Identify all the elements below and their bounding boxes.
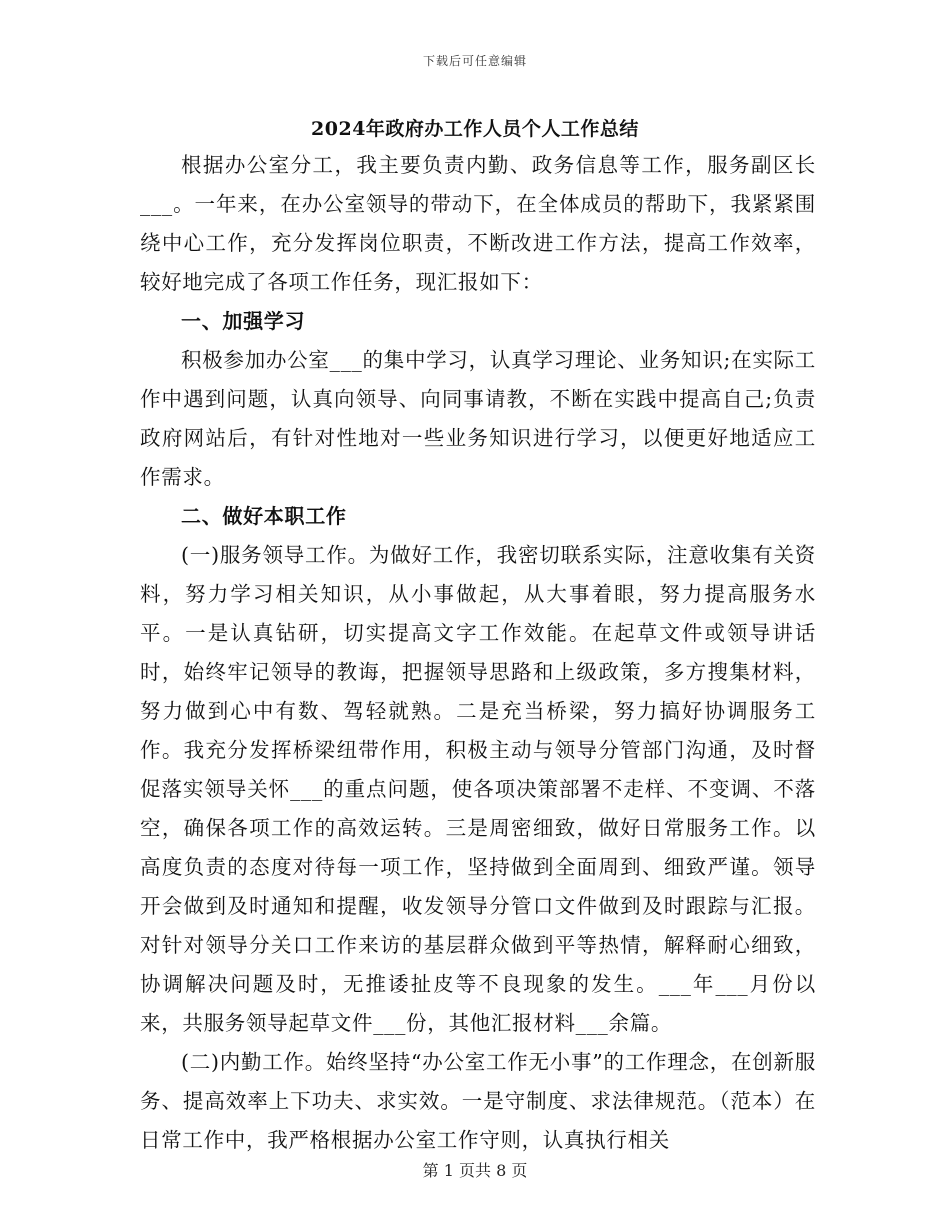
section-heading-duties: 二、做好本职工作 <box>181 504 347 528</box>
paragraph-internal-affairs: (二)内勤工作。始终坚持“办公室工作无小事”的工作理念，在创新服务、提高效率上下功夫、求实效。一是守制度、求法律规范。（范本）在日常工作中，我严格根据办公室工作守则，认真执行相关 <box>140 1050 816 1152</box>
header-note: 下载后可任意编辑 <box>422 54 527 68</box>
paragraph-service-leaders: (一)服务领导工作。为做好工作，我密切联系实际，注意收集有关资料，努力学习相关知识，从小事做起，从大事着眼，努力提高服务水平。一是认真钻研，切实提高文字工作效能。在起草文件或领导讲话时，始终牢记领导的教诲，把握领导思路和上级政策，多方搜集材料，努力做到心中有数、驾轻就熟。二是充当桥梁，努力搞好协调服务工作。我充分发挥桥梁纽带作用，积极主动与领导分管部门沟通，及时督促落实领导关怀___的重点问题，使各项决策部署不走样、不变调、不落空，确保各项工作的高效运转。三是周密细致，做好日常服务工作。以高度负责的态度对待每一项工作，坚持做到全面周到、细致严谨。领导开会做到及时通知和提醒，收发领导分管口文件做到及时跟踪与汇报。对针对领导分关口工作来访的基层群众做到平等热情，解释耐心细致，协调解决问题及时，无推诿扯皮等不良现象的发生。___年___月份以来，共服务领导起草文件___份，其他汇报材料___余篇。 <box>140 543 816 1035</box>
paragraph-study: 积极参加办公室___的集中学习，认真学习理论、业务知识;在实际工作中遇到问题，认真向领导、向同事请教，不断在实践中提高自己;负责政府网站后，有针对性地对一些业务知识进行学习，以便更好地适应工作需求。 <box>140 348 816 489</box>
document-title: 2024年政府办工作人员个人工作总结 <box>311 118 639 140</box>
paragraph-intro: 根据办公室分工，我主要负责内勤、政务信息等工作，服务副区长___。一年来，在办公室领导的带动下，在全体成员的帮助下，我紧紧围绕中心工作，充分发挥岗位职责，不断改进工作方法，提高工作效率，较好地完成了各项工作任务，现汇报如下： <box>140 153 816 294</box>
page-number: 第 1 页共 8 页 <box>422 1161 528 1180</box>
section-heading-study: 一、加强学习 <box>181 309 306 333</box>
document-body <box>140 146 816 1160</box>
